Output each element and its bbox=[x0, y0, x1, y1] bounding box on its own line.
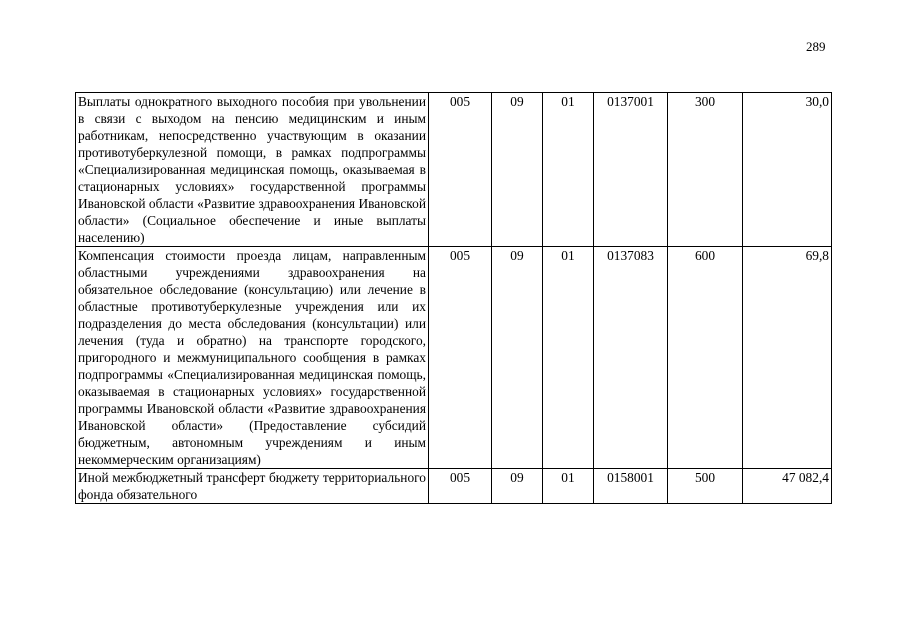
amount: 30,0 bbox=[743, 93, 832, 247]
target-article-code: 0158001 bbox=[594, 469, 668, 504]
target-article-code: 0137083 bbox=[594, 247, 668, 469]
amount: 69,8 bbox=[743, 247, 832, 469]
section-code: 09 bbox=[492, 93, 543, 247]
section-code: 09 bbox=[492, 469, 543, 504]
table-row bbox=[76, 93, 832, 247]
subsection-code: 01 bbox=[543, 247, 594, 469]
expense-type-code: 300 bbox=[668, 93, 743, 247]
row-description: Иной межбюджетный трансферт бюджету территориального фонда обязательного bbox=[76, 469, 429, 504]
ministry-code: 005 bbox=[429, 93, 492, 247]
expense-type-code: 600 bbox=[668, 247, 743, 469]
expense-type-code: 500 bbox=[668, 469, 743, 504]
section-code: 09 bbox=[492, 247, 543, 469]
subsection-code: 01 bbox=[543, 93, 594, 247]
page-number: 289 bbox=[806, 39, 826, 54]
ministry-code: 005 bbox=[429, 247, 492, 469]
budget-table bbox=[75, 92, 832, 504]
target-article-code: 0137001 bbox=[594, 93, 668, 247]
table-row bbox=[76, 469, 832, 504]
subsection-code: 01 bbox=[543, 469, 594, 504]
ministry-code: 005 bbox=[429, 469, 492, 504]
table-row bbox=[76, 247, 832, 469]
row-description: Выплаты однократного выходного пособия при увольнении в связи с выходом на пенсию медицинским и иным работникам, непосредственно участвующим в оказании противотуберкулезной помощи, в рамках подпрограммы «Специализированная медицинская помощь, оказываемая в стационарных условиях» государственной программы Ивановской области «Развитие здравоохранения Ивановской области» (Социальное обеспечение и иные выплаты населению) bbox=[76, 93, 429, 247]
row-description: Компенсация стоимости проезда лицам, направленным областными учреждениями здравоохранения на обязательное обследование (консультацию) или лечение в областные противотуберкулезные учреждения или их подразделения до места обследования (консультации) или лечения (туда и обратно) на транспорте городского, пригородного и межмуниципального сообщения в рамках подпрограммы «Специализированная медицинская помощь, оказываемая в стационарных условиях» государственной программы Ивановской области «Развитие здравоохранения Ивановской области» (Предоставление субсидий бюджетным, автономным учреждениям и иным некоммерческим организациям) bbox=[76, 247, 429, 469]
amount: 47 082,4 bbox=[743, 469, 832, 504]
